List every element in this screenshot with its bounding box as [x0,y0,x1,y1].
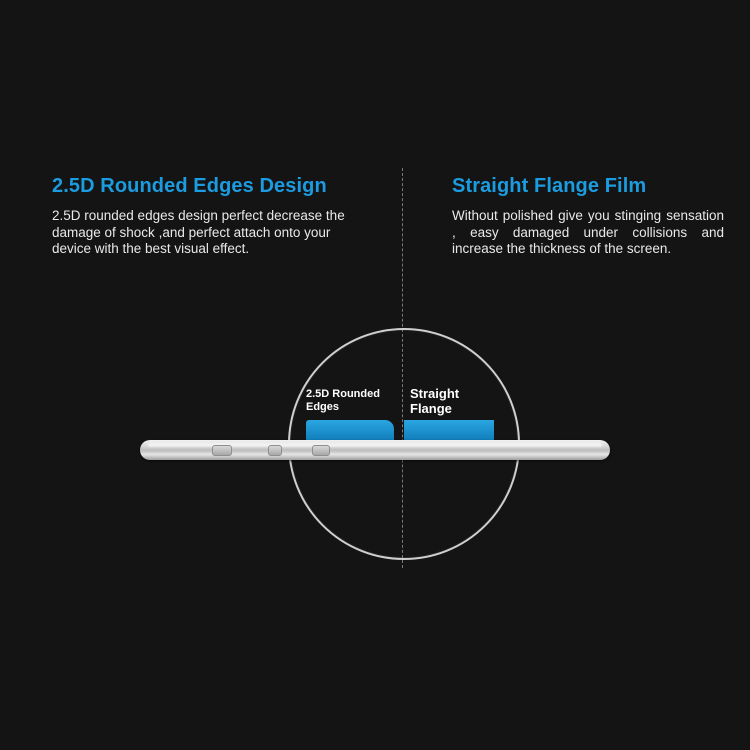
callout-rounded-edges-line2: Edges [306,401,340,413]
right-column-heading: Straight Flange Film [452,175,647,197]
volume-up-button-icon [268,445,282,456]
right-column-body: Without polished give you stinging sensation , easy damaged under collisions and increase the thickness of the screen. [452,208,724,256]
callout-rounded-edges [306,388,398,414]
left-column-heading: 2.5D Rounded Edges Design [52,175,327,197]
callout-rounded-edges-line1: 2.5D Rounded [306,388,380,400]
phone-side-profile [140,436,610,464]
callout-straight-flange-line2: Flange [410,401,452,416]
callout-straight-flange-line1: Straight [410,386,460,401]
volume-down-button-icon [312,445,330,456]
left-column-body: 2.5D rounded edges design perfect decrease the damage of shock ,and perfect attach onto your device with the best visual effect. [52,208,345,256]
callout-straight-flange [410,386,502,416]
right-text-column [452,175,724,258]
left-text-column [52,175,352,258]
power-button-icon [212,445,232,456]
